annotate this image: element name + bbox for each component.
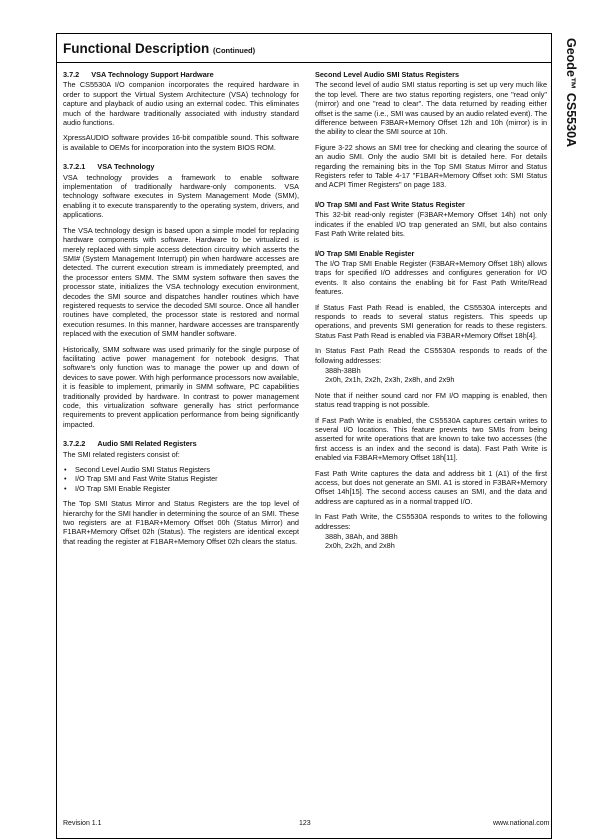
page-title-continued: (Continued) xyxy=(213,46,256,55)
paragraph: VSA technology provides a framework to enable software implementation of traditionally hardware-only components. VSA technology software executes in System Management Mode (SMM), enabling it to execute transparently to the operating system, drivers, and applications. xyxy=(63,172,299,220)
left-column xyxy=(63,70,299,552)
footer-page-number: 123 xyxy=(299,820,311,827)
paragraph: If Fast Path Write is enabled, the CS5530A captures certain writes to several I/O locations. This feature prevents two SMIs from being asserted for write operations that are known to take two accesses (the first access is an index and the second is data). Fast Path Write is enabled via F3BAR+Memory Offset 18h[11]. xyxy=(315,415,547,463)
page-title-text: Functional Description xyxy=(63,41,210,56)
footer-revision: Revision 1.1 xyxy=(63,820,102,827)
subheading-io-trap-enable: I/O Trap SMI Enable Register xyxy=(315,248,415,258)
paragraph: This 32-bit read-only register (F3BAR+Memory Offset 14h) not only indicates if the enabled I/O trap generated an SMI, but also contains Fast Path Write related bits. xyxy=(315,210,547,239)
paragraph: If Status Fast Path Read is enabled, the CS5530A intercepts and responds to reads to several status registers. This speeds up operations, and prevents SMI generation for reads to these registers. Status Fast Path Read is enabled via F3BAR+Memory Offset 18h[4]. xyxy=(315,302,547,340)
address-list-write xyxy=(325,532,547,551)
address-line: 2x0h, 2x2h, and 2x8h xyxy=(325,541,395,551)
paragraph: Historically, SMM software was used primarily for the single purpose of facilitating active power management for notebook designs. That software's only function was to manage the power up and down of devices to save power. With high performance processors now available, it is feasible to implement, primarily in SMM software, PC capabilities traditionally provided by hardware. In contrast to power management code, this virtualization software generally has strict performance requirements to prevent application performance from being significantly impacted. xyxy=(63,344,299,429)
paragraph: In Status Fast Path Read the CS5530A responds to reads of the following addresses: xyxy=(315,346,547,365)
paragraph: The Top SMI Status Mirror and Status Registers are the top level of hierarchy for the SMI handler in determining the source of an SMI. These two registers are at F1BAR+Memory Offset 00h (Status Mirror) and F1BAR+Memory Offset 02h (Status). The registers are identical except that reading the register at F1BAR+Memory Offset 02h clears the status. xyxy=(63,499,299,546)
section-heading-3-7-2-2: 3.7.2.2 Audio SMI Related Registers xyxy=(63,439,197,449)
register-list xyxy=(63,465,299,493)
paragraph: The SMI related registers consist of: xyxy=(63,449,180,459)
paragraph: XpressAUDIO software provides 16-bit compatible sound. This software is available to OEMs for incorporation into the system BIOS ROM. xyxy=(63,133,299,152)
paragraph: Note that if neither sound card nor FM I/O mapping is enabled, then status read trapping is not possible. xyxy=(315,390,547,410)
paragraph: The second level of audio SMI status reporting is set up very much like the top level. There are two status reporting registers, one "read only" (mirror) and one "read to clear". The data returned by reading either offset is the same (i.e., SMI was caused by an audio related event). The difference between F3BAR+Memory Offset 12h and 10h (mirror) is in the ability to clear the SMI source at 10h. xyxy=(315,80,547,137)
address-list-read xyxy=(325,366,547,385)
footer-url[interactable]: www.national.com xyxy=(493,820,550,827)
address-line: 2x0h, 2x1h, 2x2h, 2x3h, 2x8h, and 2x9h xyxy=(325,375,455,385)
paragraph: The I/O Trap SMI Enable Register (F3BAR+Memory Offset 18h) allows traps for specified I/O addresses and configures generation for I/O events. It also contains the enabling bit for Fast Path Write/Read features. xyxy=(315,258,547,297)
paragraph: Fast Path Write captures the data and address bit 1 (A1) of the first access, but does not generate an SMI. A1 is stored in F3BAR+Memory Offset 14h[15]. The second access causes an SMI, and the data and address are captured as in a normal trapped I/O. xyxy=(315,468,547,506)
paragraph: The VSA technology design is based upon a simple model for replacing hardware components with software. Hardware to be virtualized is merely replaced with simple access detection circuitry which asserts the SMI# (System Management Interrupt) pin when hardware accesses are detected. The current execution stream is immediately preempted, and the processor enters SMM. The SMM system software then saves the processor state, initializes the VSA technology execution environment, decodes the SMI source and dispatches handler routines which have registered requests to service the decoded SMI source. Once all handler routines have completed, the processor state is restored and normal execution resumes. In this manner, hardware accesses are transparently replaced with the execution of SMM handler software. xyxy=(63,225,299,339)
list-item: • I/O Trap SMI Enable Register xyxy=(75,484,299,493)
subheading-second-level-status: Second Level Audio SMI Status Registers xyxy=(315,70,460,79)
paragraph: In Fast Path Write, the CS5530A responds to writes to the following addresses: xyxy=(315,512,547,531)
right-column xyxy=(315,70,547,557)
address-line: 388h-38Bh xyxy=(325,365,361,375)
paragraph: The CS5530A I/O companion incorporates the required hardware in order to support the Virtual System Architecture (VSA) technology for capture and playback of audio using an external codec. This eliminates much of the hardware traditionally associated with industry standard audio functions. xyxy=(63,80,299,128)
subheading-io-trap-status: I/O Trap SMI and Fast Write Status Register xyxy=(315,199,465,209)
paragraph: Figure 3-22 shows an SMI tree for checking and clearing the source of an audio SMI. Only the audio SMI bit is detailed here. For details regarding the remaining bits in the Top SMI Status Mirror and Status Registers refer to Table 4-17 "F1BAR+Memory Offset xxh: SMI Status and ACPI Timer Registers" on page 183. xyxy=(315,142,547,190)
list-item: • I/O Trap SMI and Fast Write Status Register xyxy=(75,474,299,483)
product-name: Geode™ CS5530A xyxy=(564,38,578,148)
side-banner xyxy=(560,38,580,238)
section-heading-3-7-2-1: 3.7.2.1 VSA Technology xyxy=(63,162,155,172)
page-title xyxy=(63,41,255,56)
title-rule xyxy=(56,62,552,63)
address-line: 388h, 38Ah, and 38Bh xyxy=(325,532,398,542)
section-heading-3-7-2: 3.7.2 VSA Technology Support Hardware xyxy=(63,70,214,79)
list-item: • Second Level Audio SMI Status Registers xyxy=(75,465,299,474)
